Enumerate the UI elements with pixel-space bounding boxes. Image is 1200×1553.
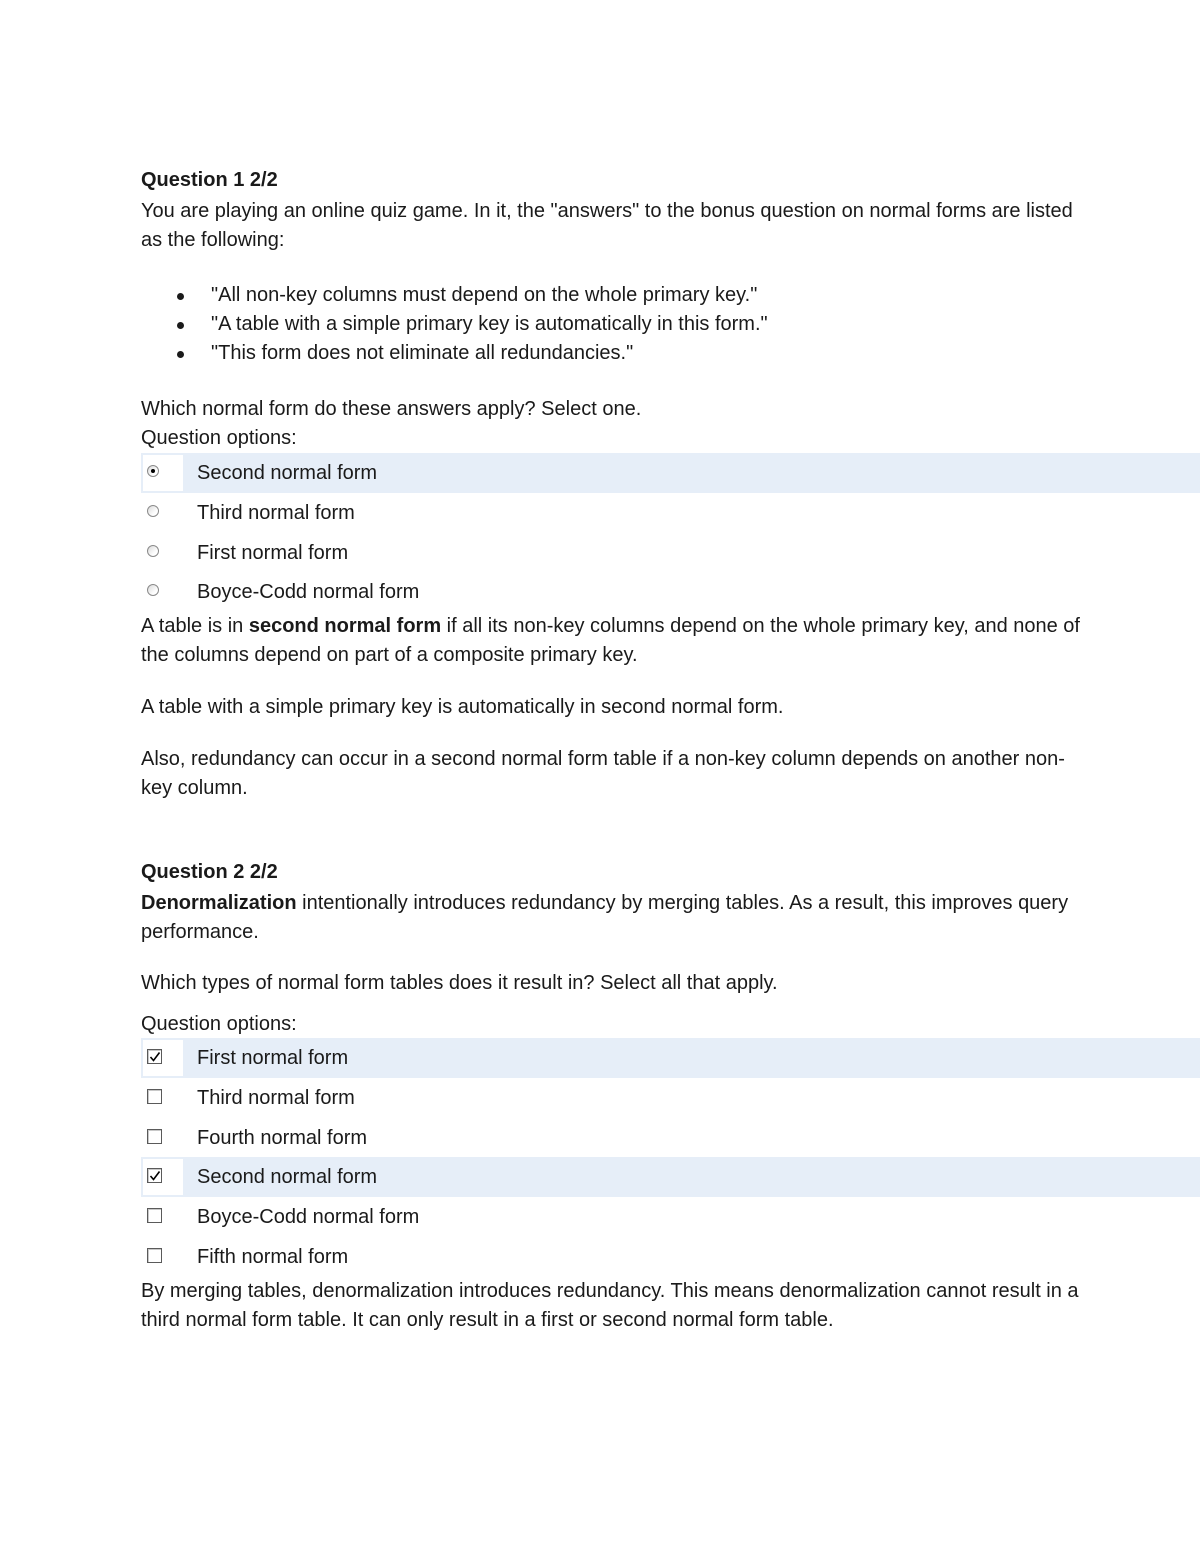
option-label: Third normal form [197,1087,355,1109]
checkbox-icon[interactable] [147,1208,162,1223]
list-item: "All non-key columns must depend on the whole primary key." [141,281,1041,310]
q2-option-third-normal-form[interactable] [141,1078,1200,1118]
radio-icon[interactable] [147,505,159,517]
q1-option-boyce-codd-normal-form[interactable] [141,572,1200,612]
question-1-prompt: You are playing an online quiz game. In it, the "answers" to the bonus question on normal forms are listed as the following: [141,200,1073,251]
checkbox-icon[interactable] [147,1129,162,1144]
option-label: Third normal form [197,502,355,524]
option-label: Fifth normal form [197,1246,349,1268]
question-1-question: Which normal form do these answers apply? Select one. [141,398,642,420]
checkbox-icon[interactable] [147,1089,162,1104]
question-1-explanation-p3: Also, redundancy can occur in a second normal form table if a non-key column depends on another non-key column. [141,748,1065,799]
question-1-options-label: Question options: [141,427,297,449]
bold-term: Denormalization [141,892,297,914]
option-label: First normal form [197,1047,349,1069]
list-item: "A table with a simple primary key is automatically in this form." [141,310,1041,339]
radio-icon[interactable] [147,545,159,557]
option-label: Second normal form [197,462,378,484]
question-1-explanation-p2: A table with a simple primary key is automatically in second normal form. [141,696,784,718]
bold-term: second normal form [248,615,442,637]
question-2-title: Question 2 2/2 [141,861,278,883]
question-1-title: Question 1 2/2 [141,169,278,191]
answers-list [141,281,1041,368]
question-2-explanation: By merging tables, denormalization introduces redundancy. This means denormalization cannot result in a third normal form table. It can only result in a first or second normal form table. [141,1280,1079,1331]
q2-option-fifth-normal-form[interactable] [141,1237,1200,1277]
checkbox-checked-icon[interactable] [147,1168,162,1183]
q1-option-third-normal-form[interactable] [141,493,1200,533]
option-label: First normal form [197,542,349,564]
question-2-question: Which types of normal form tables does it result in? Select all that apply. [141,972,778,994]
checkbox-checked-icon[interactable] [147,1049,162,1064]
option-label: Boyce-Codd normal form [197,581,420,603]
option-label: Boyce-Codd normal form [197,1206,420,1228]
option-label: Second normal form [197,1166,378,1188]
list-item: "This form does not eliminate all redundancies." [141,339,1041,368]
q2-option-boyce-codd-normal-form[interactable] [141,1197,1200,1237]
q2-option-first-normal-form[interactable] [141,1038,1200,1078]
checkbox-icon[interactable] [147,1248,162,1263]
q2-option-fourth-normal-form[interactable] [141,1118,1200,1158]
question-1-explanation-p1: A table is in second normal form if all its non-key columns depend on the whole primary key, and none of the columns depend on part of a composite primary key. [141,615,1080,666]
q1-option-first-normal-form[interactable] [141,533,1200,573]
radio-icon[interactable] [147,584,159,596]
question-2-options-label: Question options: [141,1013,297,1035]
radio-selected-icon[interactable] [147,465,159,477]
question-2-intro: Denormalization intentionally introduces redundancy by merging tables. As a result, this improves query performance. [141,892,1069,943]
option-label: Fourth normal form [197,1127,368,1149]
q2-option-second-normal-form[interactable] [141,1157,1200,1197]
q1-option-second-normal-form[interactable] [141,453,1200,493]
